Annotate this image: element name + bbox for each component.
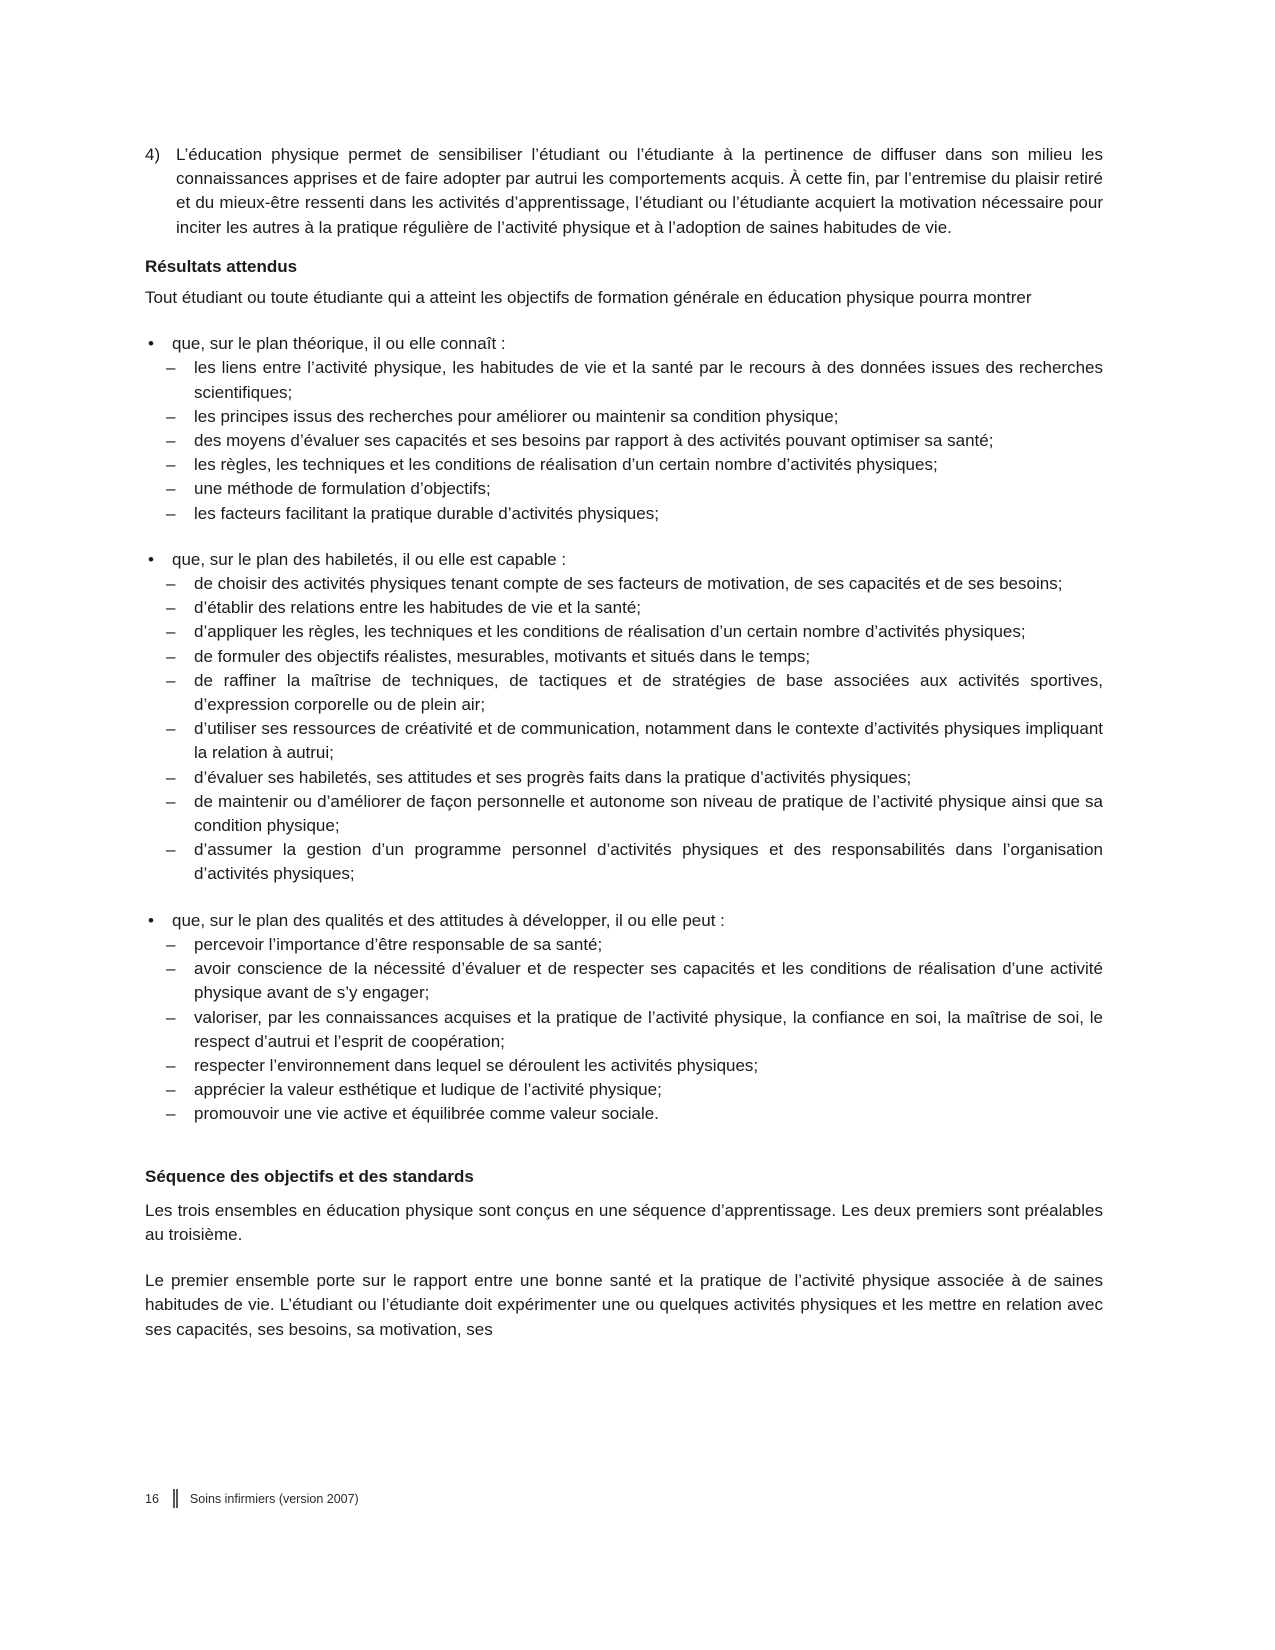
list-item	[145, 838, 1103, 886]
bullet-group-habiletes	[145, 548, 1103, 887]
sequence-paragraph-2: Le premier ensemble porte sur le rapport entre une bonne santé et la pratique de l’activité physique associée à de saines habitudes de vie. L’étudiant ou l’étudiante doit expérimenter une ou quelques activités physiques et les mettre en relation avec ses capacités, ses besoins, sa motivation, ses	[145, 1271, 1103, 1339]
item-number: 4)	[145, 145, 161, 164]
dash-marker: –	[166, 1055, 176, 1075]
list-item	[145, 620, 1103, 644]
dash-marker: –	[166, 670, 176, 690]
list-item	[145, 1054, 1103, 1078]
list-item-text: percevoir l’importance d’être responsable de sa santé;	[194, 934, 603, 954]
list-item-text: de formuler des objectifs réalistes, mesurables, motivants et situés dans le temps;	[194, 646, 811, 666]
dash-marker: –	[166, 646, 176, 666]
list-item	[145, 477, 1103, 501]
list-item	[145, 502, 1103, 526]
dash-marker: –	[166, 1104, 176, 1124]
bullet-lead	[145, 332, 1103, 356]
bullet-marker: •	[148, 334, 154, 354]
dash-marker: –	[166, 358, 176, 378]
list-item-text: promouvoir une vie active et équilibrée comme valeur sociale.	[194, 1104, 659, 1124]
intro-paragraph: Tout étudiant ou toute étudiante qui a atteint les objectifs de formation générale en éducation physique pourra montrer	[145, 288, 1032, 308]
list-item	[145, 790, 1103, 838]
list-item-text: d’assumer la gestion d’un programme personnel d’activités physiques et des responsabilités dans l’organisation d’activités physiques;	[194, 840, 1103, 884]
bullet-group-qualites	[145, 909, 1103, 1127]
dash-marker: –	[166, 479, 176, 499]
sequence-paragraph-1: Les trois ensembles en éducation physique sont conçus en une séquence d’apprentissage. Les deux premiers sont préalables au troisième.	[145, 1200, 1103, 1244]
list-item-text: de maintenir ou d’améliorer de façon personnelle et autonome son niveau de pratique de l’activité physique ainsi que sa condition physique;	[194, 791, 1103, 836]
bullet-lead-text: que, sur le plan des qualités et des attitudes à développer, il ou elle peut :	[172, 910, 725, 930]
dash-marker: –	[166, 767, 176, 787]
list-item-text: des moyens d’évaluer ses capacités et ses besoins par rapport à des activités pouvant optimiser sa santé;	[194, 431, 994, 451]
list-item-text: apprécier la valeur esthétique et ludique de l’activité physique;	[194, 1080, 662, 1100]
dash-marker: –	[166, 959, 176, 979]
list-item-text: les facteurs facilitant la pratique durable d’activités physiques;	[194, 503, 659, 523]
bullet-lead	[145, 909, 1103, 933]
list-item	[145, 429, 1103, 453]
dash-marker: –	[166, 406, 176, 426]
dash-marker: –	[166, 503, 176, 523]
bullet-marker: •	[148, 549, 154, 569]
dash-marker: –	[166, 431, 176, 451]
list-item-text: d’utiliser ses ressources de créativité et de communication, notamment dans le contexte d’activités physiques impliquant la relation à autrui;	[194, 719, 1103, 763]
list-item-text: d’appliquer les règles, les techniques et les conditions de réalisation d’un certain nombre d’activités physiques;	[194, 622, 1026, 642]
page-footer	[145, 1489, 359, 1508]
section-heading-sequence: Séquence des objectifs et des standards	[145, 1166, 474, 1186]
list-item	[145, 645, 1103, 669]
dash-marker: –	[166, 1080, 176, 1100]
list-item	[145, 1078, 1103, 1102]
dash-marker: –	[166, 598, 176, 618]
numbered-paragraph-4	[145, 143, 1103, 240]
dash-marker: –	[166, 1007, 176, 1027]
bullet-group-theorique	[145, 332, 1103, 526]
dash-marker: –	[166, 840, 176, 860]
list-item-text: valoriser, par les connaissances acquises et la pratique de l’activité physique, la confiance en soi, la maîtrise de soi, le respect d’autrui et l’esprit de coopération;	[194, 1007, 1103, 1051]
list-item	[145, 356, 1103, 404]
list-item-text: de raffiner la maîtrise de techniques, de tactiques et de stratégies de base associées aux activités sportives, d’expression corporelle ou de plein air;	[194, 670, 1103, 715]
page-content	[145, 143, 1103, 1342]
list-item-text: les principes issus des recherches pour améliorer ou maintenir sa condition physique;	[194, 406, 839, 426]
dash-marker: –	[166, 622, 176, 642]
list-item-text: une méthode de formulation d’objectifs;	[194, 479, 491, 499]
numbered-paragraph-text: L’éducation physique permet de sensibiliser l’étudiant ou l’étudiante à la pertinence de diffuser dans son milieu les connaissances apprises et de faire adopter par autrui les comportements acquis. À cette fin, par l’entremise du plaisir retiré et du mieux-être ressenti dans les activités d’apprentissage, l’étudiant ou l’étudiante acquiert la motivation nécessaire pour inciter les autres à la pratique régulière de l’activité physique et à l’adoption de saines habitudes de vie.	[176, 145, 1103, 237]
dash-marker: –	[166, 574, 176, 594]
list-item	[145, 453, 1103, 477]
dash-marker: –	[166, 934, 176, 954]
list-item-text: respecter l’environnement dans lequel se déroulent les activités physiques;	[194, 1055, 759, 1075]
list-item	[145, 957, 1103, 1005]
list-item-text: les liens entre l’activité physique, les habitudes de vie et la santé par le recours à des données issues des recherches scientifiques;	[194, 358, 1103, 402]
dash-marker: –	[166, 455, 176, 475]
list-item	[145, 572, 1103, 596]
list-item-text: de choisir des activités physiques tenant compte de ses facteurs de motivation, de ses capacités et de ses besoins;	[194, 574, 1063, 594]
list-item	[145, 717, 1103, 765]
dash-marker: –	[166, 719, 176, 739]
page-number: 16	[145, 1491, 159, 1506]
section-heading-resultats-attendus: Résultats attendus	[145, 256, 298, 276]
list-item	[145, 669, 1103, 717]
list-item	[145, 405, 1103, 429]
list-item	[145, 766, 1103, 790]
bullet-marker: •	[148, 910, 154, 930]
bullet-lead-text: que, sur le plan théorique, il ou elle connaît :	[172, 334, 506, 354]
list-item-text: les règles, les techniques et les conditions de réalisation d’un certain nombre d’activités physiques;	[194, 455, 938, 475]
list-item	[145, 1102, 1103, 1126]
footer-divider-bars	[173, 1489, 178, 1508]
list-item	[145, 1006, 1103, 1054]
list-item-text: d’évaluer ses habiletés, ses attitudes et ses progrès faits dans la pratique d’activités physiques;	[194, 767, 912, 787]
list-item-text: avoir conscience de la nécessité d’évaluer et de respecter ses capacités et les conditions de réalisation d’une activité physique avant de s’y engager;	[194, 959, 1103, 1003]
bullet-lead	[145, 548, 1103, 572]
list-item	[145, 596, 1103, 620]
list-item	[145, 933, 1103, 957]
bullet-lead-text: que, sur le plan des habiletés, il ou elle est capable :	[172, 549, 567, 569]
footer-document-title: Soins infirmiers (version 2007)	[189, 1491, 359, 1506]
dash-marker: –	[166, 791, 176, 811]
list-item-text: d’établir des relations entre les habitudes de vie et la santé;	[194, 598, 641, 618]
